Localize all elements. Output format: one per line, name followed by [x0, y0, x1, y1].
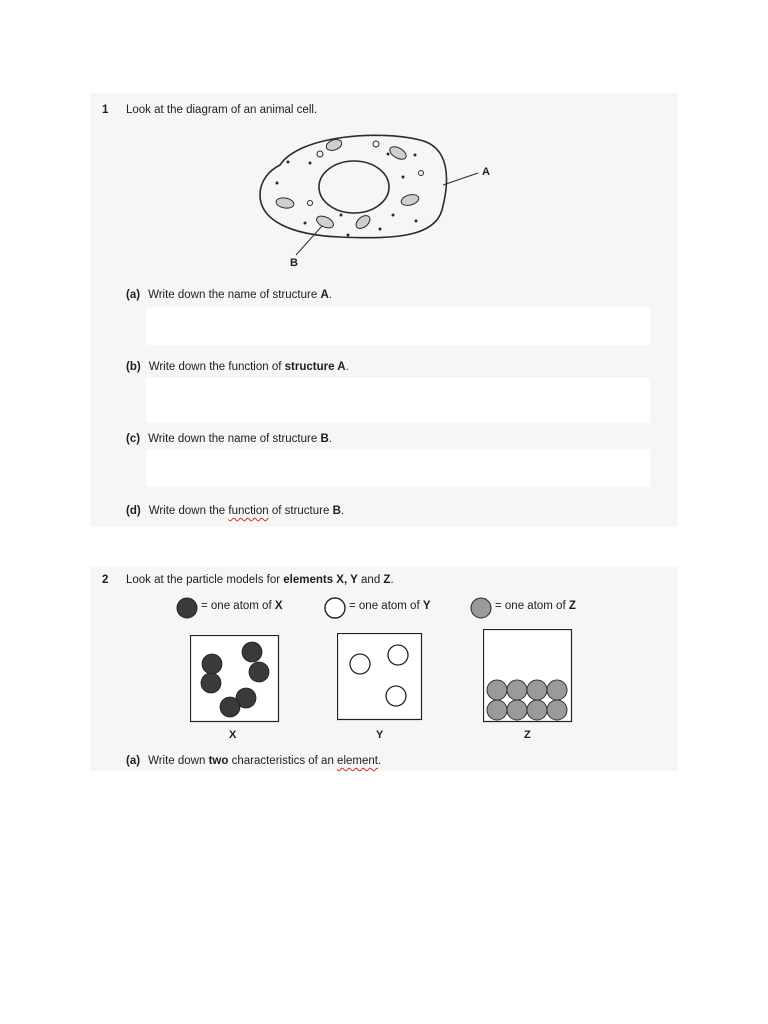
label-b: B [290, 257, 298, 269]
box-label-x: X [229, 729, 237, 741]
question-2-number: 2 [102, 574, 109, 586]
key-x-label: = one atom of X [201, 600, 283, 612]
answer-box-1c[interactable] [146, 449, 650, 487]
particle-box-x [190, 635, 280, 723]
particle-box-z [483, 629, 573, 723]
question-1d: (d) Write down the function of structure B. [126, 505, 345, 517]
key-atom-y-icon [323, 596, 347, 620]
key-atom-z-icon [469, 596, 493, 620]
spellcheck-word: function [228, 505, 269, 517]
box-label-y: Y [376, 729, 384, 741]
cell-nucleus [319, 161, 389, 213]
part-letter: (a) [126, 289, 141, 301]
cell-membrane [260, 135, 447, 237]
label-a: A [482, 166, 490, 178]
key-z-label: = one atom of Z [495, 600, 576, 612]
ribosome-dots [276, 153, 418, 237]
question-1-prompt: Look at the diagram of an animal cell. [126, 104, 318, 116]
answer-box-1a[interactable] [146, 307, 650, 345]
question-1a: (a) Write down the name of structure A. [126, 289, 332, 301]
animal-cell-diagram [250, 125, 510, 275]
question-1-number: 1 [102, 104, 109, 116]
question-2-prompt: Look at the particle models for elements X, Y and Z. [126, 574, 394, 586]
spellcheck-word: element [337, 755, 378, 767]
question-2a: (a) Write down two characteristics of an element. [126, 755, 382, 767]
question-1c: (c) Write down the name of structure B. [126, 433, 332, 445]
mitochondria [275, 138, 420, 231]
pointer-line-a [443, 173, 478, 185]
key-atom-x-icon [175, 596, 199, 620]
pointer-line-b [296, 226, 322, 255]
answer-box-1b[interactable] [146, 378, 650, 423]
box-label-z: Z [524, 729, 531, 741]
particle-box-y [337, 633, 423, 721]
key-y-label: = one atom of Y [349, 600, 431, 612]
question-1b: (b) Write down the function of structure A. [126, 361, 349, 373]
